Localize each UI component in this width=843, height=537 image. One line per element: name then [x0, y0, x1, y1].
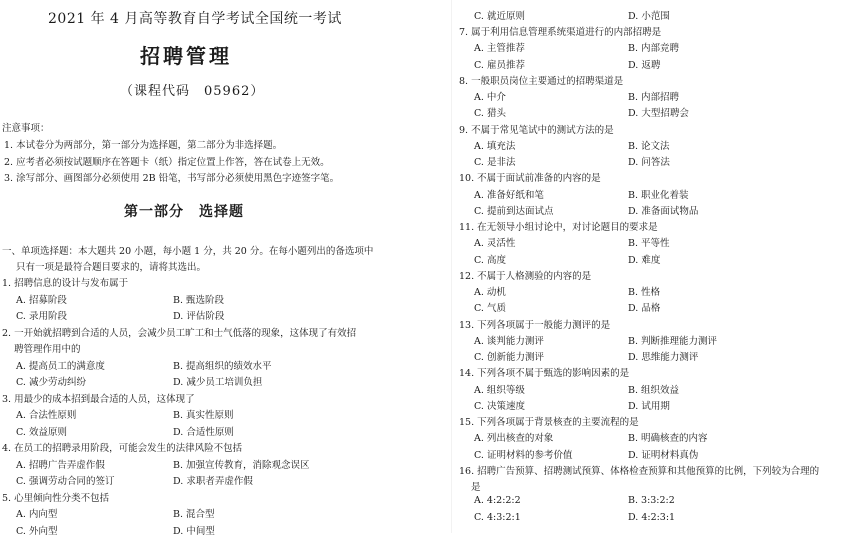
- page-divider: [451, 0, 452, 533]
- option-choice: D. 证明材料真伪: [628, 449, 699, 461]
- option-choice: D. 问答法: [628, 157, 670, 168]
- option-choice: C. 决策速度: [474, 400, 525, 412]
- option-choice: C. 外向型: [16, 525, 58, 537]
- option-choice: A. 灵活性: [474, 238, 516, 250]
- option-choice: A. 动机: [474, 287, 506, 298]
- option-choice: D. 难度: [628, 254, 661, 266]
- option-choice: D. 小范围: [628, 11, 670, 22]
- option-choice: B. 内部竞聘: [628, 43, 680, 55]
- option-choice: A. 谈判能力测评: [474, 335, 544, 347]
- option-choice: D. 评估阶段: [173, 311, 225, 322]
- option-choice: A. 填充法: [474, 140, 516, 152]
- option-choice: B. 性格: [628, 287, 661, 298]
- question-text: 12. 不属于人格测验的内容的是: [459, 270, 592, 282]
- option-choice: C. 高度: [474, 254, 506, 266]
- option-choice: A. 组织等级: [474, 384, 525, 396]
- notice-heading: 注意事项：: [2, 123, 50, 134]
- option-choice: D. 合适性原则: [173, 426, 234, 438]
- option-choice: A. 列出核查的对象: [474, 433, 554, 445]
- option-choice: A. 4:2:2:2: [474, 495, 521, 507]
- notice-item: 3. 涂写部分、画图部分必须使用 2B 铅笔，书写部分必须使用黑色字迹签字笔。: [4, 173, 340, 184]
- exam-title: 2021 年 4 月高等教育自学考试全国统一考试: [48, 11, 342, 27]
- option-choice: B. 组织效益: [628, 384, 680, 396]
- option-choice: C. 创新能力测评: [474, 352, 544, 363]
- part-title: 第一部分 选择题: [124, 204, 244, 220]
- notice-item: 1. 本试卷分为两部分，第一部分为选择题，第二部分为非选择题。: [4, 140, 283, 151]
- section-intro-line: 只有一项是最符合题目要求的，请将其选出。: [16, 262, 207, 273]
- option-choice: B. 甄选阶段: [173, 294, 225, 306]
- option-choice: D. 减少员工培训负担: [173, 377, 263, 388]
- option-choice: C. 减少劳动纠纷: [16, 377, 86, 388]
- question-text: 13. 下列各项属于一般能力测评的是: [459, 319, 611, 331]
- option-choice: C. 效益原则: [16, 426, 67, 438]
- option-choice: C. 就近原则: [474, 11, 525, 22]
- option-choice: A. 内向型: [16, 509, 58, 520]
- question-text: 是: [471, 482, 481, 493]
- option-choice: B. 真实性原则: [173, 410, 234, 421]
- option-choice: A. 准备好纸和笔: [474, 189, 544, 201]
- option-choice: D. 返聘: [628, 59, 661, 71]
- option-choice: C. 猎头: [474, 108, 506, 120]
- option-choice: D. 中间型: [173, 525, 215, 537]
- option-choice: D. 思维能力测评: [628, 352, 699, 363]
- question-text: 11. 在无领导小组讨论中，对讨论题目的要求是: [459, 222, 658, 233]
- option-choice: B. 内部招聘: [628, 92, 680, 103]
- option-choice: B. 混合型: [173, 509, 215, 520]
- option-choice: B. 明确核查的内容: [628, 433, 708, 445]
- question-text: 聘管理作用中的: [14, 344, 81, 355]
- section-intro-line: 一、单项选择题：本大题共 20 小题，每小题 1 分，共 20 分。在每小题列出的备选项中: [2, 246, 374, 257]
- question-text: 1. 招聘信息的设计与发布属于: [2, 278, 129, 289]
- option-choice: B. 提高组织的绩效水平: [173, 360, 272, 372]
- option-choice: C. 是非法: [474, 157, 516, 168]
- option-choice: A. 提高员工的满意度: [16, 360, 105, 372]
- option-choice: B. 3:3:2:2: [628, 495, 675, 507]
- option-choice: D. 试用期: [628, 400, 670, 412]
- option-choice: C. 强调劳动合同的签订: [16, 476, 115, 487]
- question-text: 8. 一般职员岗位主要通过的招聘渠道是: [459, 75, 624, 87]
- option-choice: D. 品格: [628, 303, 661, 315]
- course-code: （课程代码 05962）: [120, 84, 265, 99]
- notice-item: 2. 应考者必须按试题顺序在答题卡（纸）指定位置上作答，答在试卷上无效。: [4, 157, 330, 168]
- option-choice: A. 招募阶段: [16, 294, 67, 306]
- question-text: 10. 不属于面试前准备的内容的是: [459, 173, 601, 185]
- question-text: 2. 一开始就招聘到合适的人员，会减少员工旷工和士气低落的现象，这体现了有效招: [2, 327, 357, 339]
- option-choice: A. 中介: [474, 92, 506, 103]
- option-choice: B. 职业化着装: [628, 189, 689, 201]
- option-choice: A. 合法性原则: [16, 410, 77, 421]
- option-choice: B. 平等性: [628, 238, 670, 250]
- option-choice: A. 主管推荐: [474, 43, 525, 55]
- option-choice: A. 招聘广告弄虚作假: [16, 459, 105, 471]
- option-choice: D. 大型招聘会: [628, 108, 689, 120]
- question-text: 14. 下列各项不属于甄选的影响因素的是: [459, 368, 630, 380]
- subject-title: 招聘管理: [140, 44, 232, 68]
- option-choice: C. 录用阶段: [16, 311, 67, 322]
- question-text: 15. 下列各项属于背景核查的主要流程的是: [459, 417, 639, 428]
- question-text: 5. 心里倾向性分类不包括: [2, 492, 110, 504]
- option-choice: C. 雇员推荐: [474, 59, 525, 71]
- option-choice: C. 证明材料的参考价值: [474, 449, 573, 461]
- option-choice: D. 准备面试物品: [628, 205, 699, 217]
- question-text: 16. 招聘广告预算、招聘测试预算、体格检查预算和其他预算的比例，下列较为合理的: [459, 465, 820, 477]
- option-choice: C. 气质: [474, 303, 506, 315]
- option-choice: B. 判断推理能力测评: [628, 335, 718, 347]
- question-text: 3. 用最少的成本招到最合适的人员，这体现了: [2, 393, 195, 405]
- option-choice: B. 论文法: [628, 140, 670, 152]
- option-choice: B. 加强宣传教育，消除观念误区: [173, 459, 310, 471]
- option-choice: D. 4:2:3:1: [628, 511, 676, 523]
- question-text: 9. 不属于常见笔试中的测试方法的是: [459, 124, 614, 136]
- option-choice: C. 提前到达面试点: [474, 205, 554, 217]
- question-text: 7. 属于利用信息管理系统渠道进行的内部招聘是: [459, 27, 662, 38]
- option-choice: D. 求职者弄虚作假: [173, 476, 253, 487]
- option-choice: C. 4:3:2:1: [474, 511, 521, 523]
- question-text: 4. 在员工的招聘录用阶段，可能会发生的法律风险不包括: [2, 443, 243, 454]
